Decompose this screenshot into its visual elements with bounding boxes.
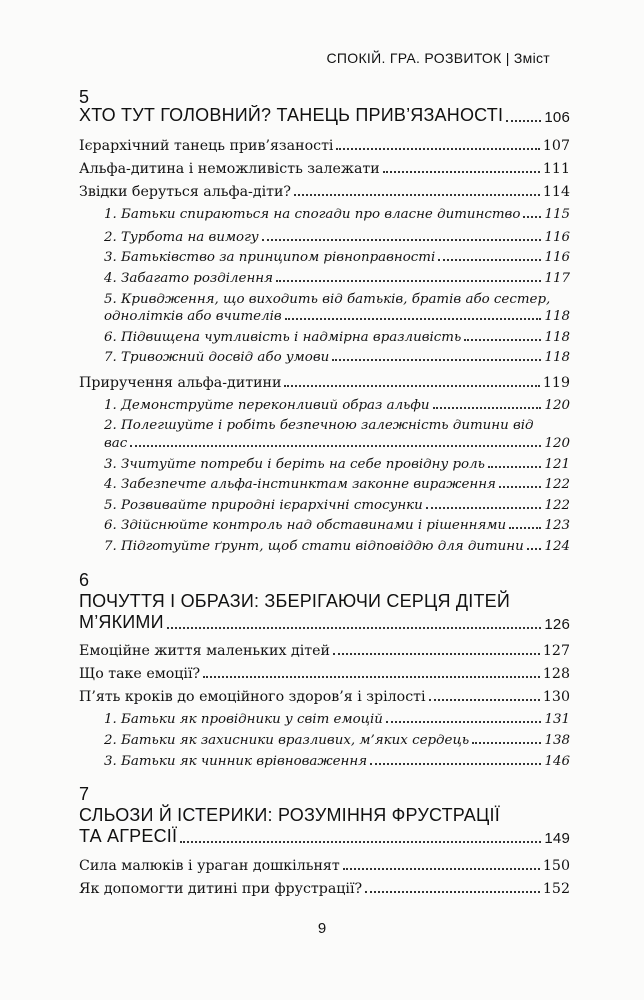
subsection-title: 1. Демонструйте переконливий образ альфи <box>104 398 430 413</box>
page-number: 138 <box>544 733 570 748</box>
page-number: 121 <box>544 457 570 472</box>
dot-leader <box>523 216 541 218</box>
dot-leader <box>429 699 540 701</box>
subsection-title: 1. Батьки спираються на спогади про власне дитинство <box>104 207 521 222</box>
dot-leader <box>365 891 540 893</box>
toc-subsection-entry[interactable] <box>104 436 570 451</box>
section-title: Сила малюків і ураган дошкільнят <box>79 858 340 874</box>
page-number: 120 <box>544 436 570 451</box>
subsection-title-line2: вас <box>104 436 128 451</box>
section-title: Емоційне життя маленьких дітей <box>79 643 330 659</box>
page-number: 127 <box>542 643 570 659</box>
dot-leader <box>509 527 541 529</box>
toc-subsection-entry[interactable] <box>104 539 570 554</box>
dot-leader <box>336 148 539 150</box>
page-number: 150 <box>542 858 570 874</box>
subsection-title: 3. Батьківство за принципом рівноправності <box>104 250 436 265</box>
subsection-title: 4. Забагато розділення <box>104 271 273 286</box>
page-number: 116 <box>544 250 570 265</box>
chapter-title-line1: СЛЬОЗИ Й ІСТЕРИКИ: РОЗУМІННЯ ФРУСТРАЦІЇ <box>79 805 500 825</box>
dot-leader <box>130 445 541 447</box>
dot-leader <box>499 486 542 488</box>
toc-section-entry[interactable] <box>79 689 570 705</box>
toc-subsection-entry[interactable] <box>104 330 570 345</box>
toc-subsection-entry[interactable] <box>104 477 570 492</box>
chapter-title-line1: ПОЧУТТЯ І ОБРАЗИ: ЗБЕРІГАЮЧИ СЕРЦЯ ДІТЕЙ <box>79 591 511 611</box>
subsection-title: 5. Розвивайте природні ієрархічні стосунки <box>104 498 423 513</box>
page-number: 119 <box>542 375 570 391</box>
dot-leader <box>464 339 541 341</box>
dot-leader <box>180 841 541 843</box>
dot-leader <box>284 385 539 387</box>
page-number: 131 <box>544 712 570 727</box>
subsection-title-line1: 5. Кривдження, що виходить від батьків, братів або сестер, <box>104 292 551 307</box>
dot-leader <box>294 194 540 196</box>
toc-section-entry[interactable] <box>79 666 570 682</box>
section-title: Приручення альфа-дитини <box>79 375 282 391</box>
page-number: 128 <box>542 666 570 682</box>
section-title: Альфа-дитина і неможливість залежати <box>79 161 380 177</box>
page-number: 130 <box>542 689 570 705</box>
toc-subsection-entry[interactable] <box>104 398 570 413</box>
section-title: Що таке емоції? <box>79 666 201 682</box>
dot-leader <box>167 627 542 629</box>
subsection-title: 1. Батьки як провідники у світ емоцій <box>104 712 383 727</box>
toc-chapter-entry[interactable] <box>79 105 570 126</box>
chapter-number: 7 <box>79 784 90 804</box>
page-number: 114 <box>542 184 570 200</box>
toc-subsection-entry[interactable] <box>104 457 570 472</box>
toc-subsection-entry[interactable] <box>104 350 570 365</box>
dot-leader <box>285 318 542 320</box>
dot-leader <box>433 407 542 409</box>
dot-leader <box>438 259 541 261</box>
section-title: П’ять кроків до емоційного здоров’я і зрілості <box>79 689 426 705</box>
toc-section-entry[interactable] <box>79 184 570 200</box>
dot-leader <box>386 721 542 723</box>
subsection-title-line2: однолітків або вчителів <box>104 309 282 324</box>
page-number: 107 <box>542 138 570 154</box>
toc-subsection-entry[interactable] <box>104 498 570 513</box>
subsection-title: 6. Здійснюйте контроль над обставинами і рішеннями <box>104 518 507 533</box>
page-number: 149 <box>544 830 570 847</box>
page-number: 120 <box>544 398 570 413</box>
page-number: 146 <box>544 754 570 769</box>
subsection-title: 7. Підготуйте ґрунт, щоб стати відповіддю для дитини <box>104 539 524 554</box>
dot-leader <box>343 868 540 870</box>
toc-section-entry[interactable] <box>79 858 570 874</box>
subsection-title: 7. Тривожний досвід або умови <box>104 350 330 365</box>
page-number: 106 <box>544 109 570 126</box>
subsection-title: 4. Забезпечте альфа-інстинктам законне вираження <box>104 477 496 492</box>
dot-leader <box>426 507 542 509</box>
subsection-title: 2. Батьки як захисники вразливих, м’яких сердець <box>104 733 470 748</box>
page-number: 123 <box>544 518 570 533</box>
toc-subsection-entry[interactable] <box>104 518 570 533</box>
subsection-title-line1: 2. Полегшуйте і робіть безпечною залежність дитини від <box>104 418 534 433</box>
page-number: 126 <box>544 616 570 633</box>
section-title: Звідки беруться альфа-діти? <box>79 184 292 200</box>
page-number: 124 <box>544 539 570 554</box>
section-title: Як допомогти дитині при фрустрації? <box>79 881 363 897</box>
chapter-title-line2: М’ЯКИМИ <box>79 612 164 632</box>
subsection-title: 6. Підвищена чутливість і надмірна вразливість <box>104 330 462 345</box>
dot-leader <box>488 466 542 468</box>
toc-section-entry[interactable] <box>79 375 570 391</box>
dot-leader <box>262 239 542 241</box>
toc-subsection-entry[interactable] <box>104 309 570 324</box>
toc-section-entry[interactable] <box>79 161 570 177</box>
subsection-title: 2. Турбота на вимогу <box>104 230 259 245</box>
dot-leader <box>203 676 540 678</box>
toc-chapter-entry[interactable] <box>79 826 570 847</box>
chapter-number: 5 <box>79 87 90 107</box>
toc-section-entry[interactable] <box>79 643 570 659</box>
toc-subsection-entry[interactable] <box>104 733 570 748</box>
dot-leader <box>383 171 540 173</box>
toc-subsection-entry[interactable] <box>104 250 570 265</box>
page-number: 118 <box>544 350 570 365</box>
toc-subsection-entry[interactable] <box>104 207 570 222</box>
toc-section-entry[interactable] <box>79 138 570 154</box>
toc-subsection-entry[interactable] <box>104 754 570 769</box>
dot-leader <box>332 359 541 361</box>
toc-subsection-entry[interactable] <box>104 712 570 727</box>
page-number: 111 <box>542 161 570 177</box>
dot-leader <box>370 763 541 765</box>
chapter-title: ХТО ТУТ ГОЛОВНИЙ? ТАНЕЦЬ ПРИВ’ЯЗАНОСТІ <box>79 105 504 125</box>
dot-leader <box>333 653 540 655</box>
toc-section-entry[interactable] <box>79 881 570 897</box>
toc-subsection-entry[interactable] <box>104 271 570 286</box>
section-title: Ієрархічний танець прив’язаності <box>79 138 334 154</box>
subsection-title: 3. Зчитуйте потреби і беріть на себе провідну роль <box>104 457 485 472</box>
page-number: 117 <box>544 271 570 286</box>
page-number: 115 <box>544 207 570 222</box>
chapter-title-line2: ТА АГРЕСІЇ <box>79 826 178 846</box>
page-number: 122 <box>544 477 570 492</box>
dot-leader <box>527 548 542 550</box>
page-number: 118 <box>544 330 570 345</box>
subsection-title: 3. Батьки як чинник врівноваження <box>104 754 368 769</box>
dot-leader <box>276 280 541 282</box>
page-number: 122 <box>544 498 570 513</box>
dot-leader <box>472 742 541 744</box>
dot-leader <box>506 120 541 122</box>
page-folio: 9 <box>317 920 327 937</box>
page-number: 116 <box>544 230 570 245</box>
page-number: 118 <box>544 309 570 324</box>
page-number: 152 <box>542 881 570 897</box>
chapter-number: 6 <box>79 570 90 590</box>
running-header: СПОКІЙ. ГРА. РОЗВИТОК | Зміст <box>326 50 550 66</box>
toc-chapter-entry[interactable] <box>79 612 570 633</box>
toc-subsection-entry[interactable] <box>104 230 570 245</box>
